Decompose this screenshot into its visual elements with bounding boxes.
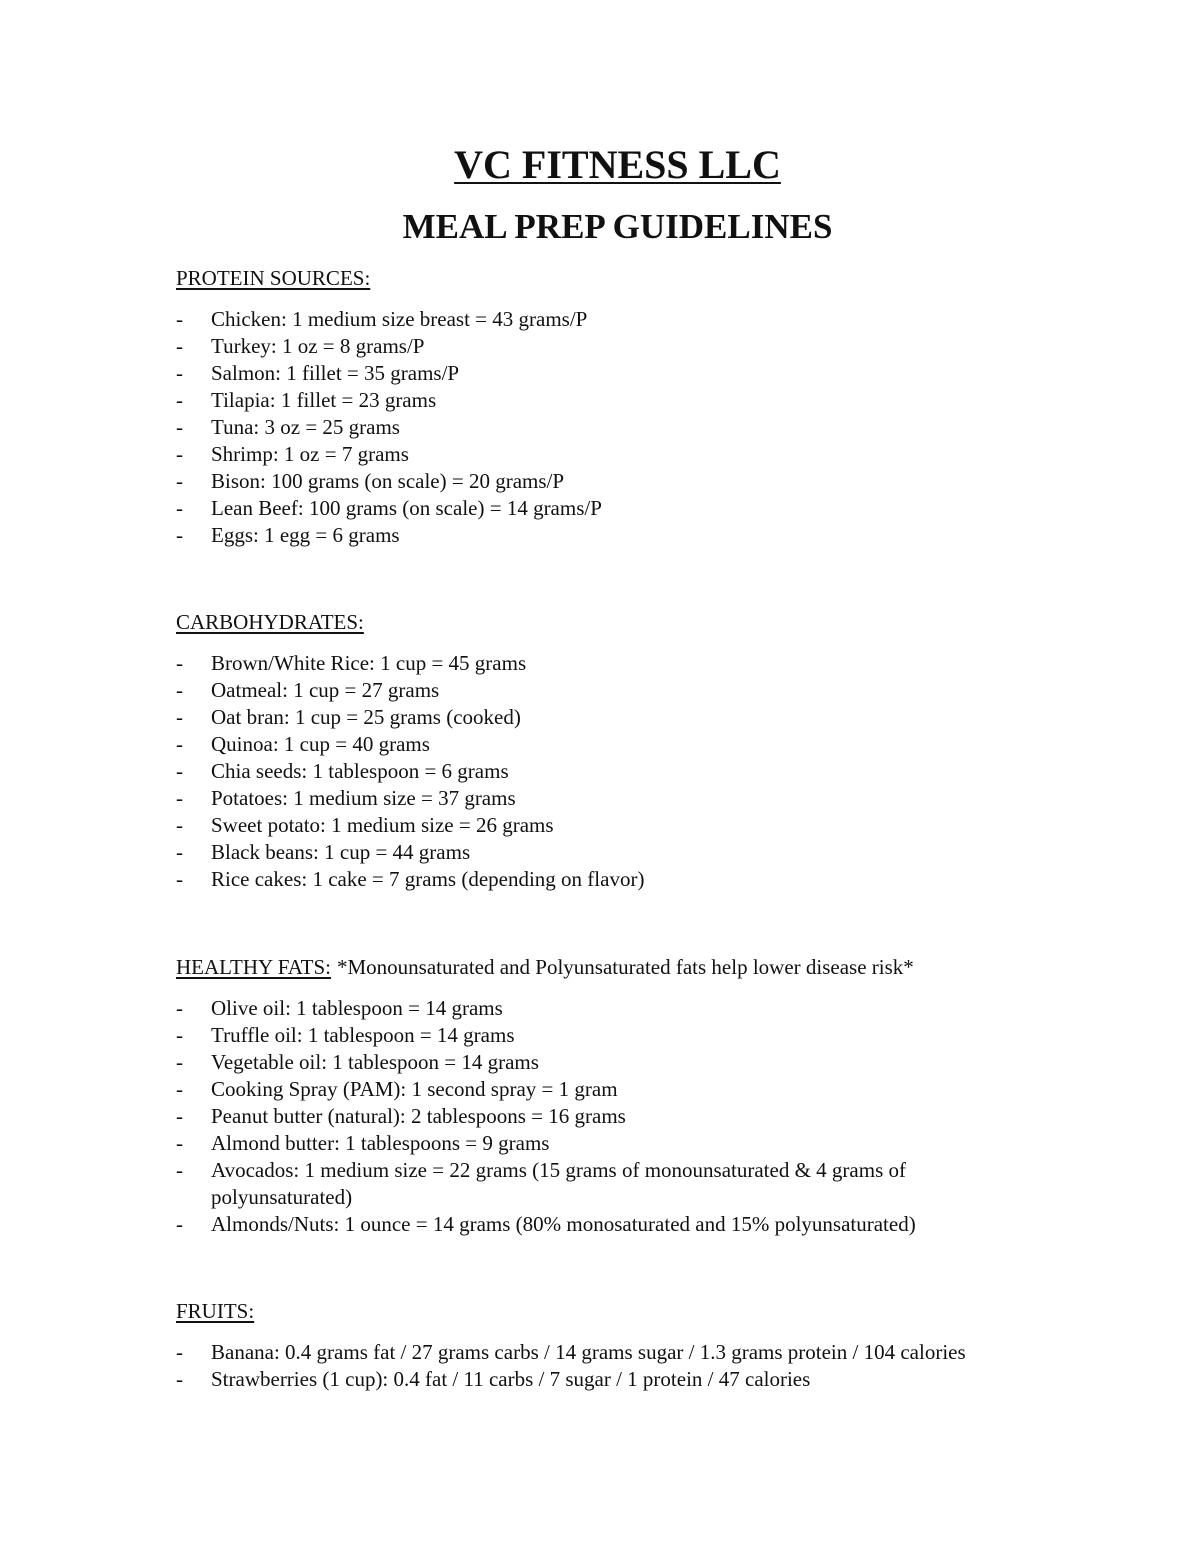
carbohydrate-item: - Chia seeds: 1 tablespoon = 6 grams xyxy=(176,758,1096,785)
carbohydrate-item: - Brown/White Rice: 1 cup = 45 grams xyxy=(176,650,1096,677)
fat-item: - Almond butter: 1 tablespoons = 9 grams xyxy=(176,1130,1096,1157)
protein-section xyxy=(176,265,1096,549)
protein-item: - Turkey: 1 oz = 8 grams/P xyxy=(176,333,1096,360)
carbohydrates-section xyxy=(176,609,1096,893)
fruits-list xyxy=(176,1339,1096,1393)
fruit-item: - Banana: 0.4 grams fat / 27 grams carbs / 14 grams sugar / 1.3 grams protein / 104 calories xyxy=(176,1339,1096,1366)
fat-item: - Olive oil: 1 tablespoon = 14 grams xyxy=(176,995,1096,1022)
protein-item: - Salmon: 1 fillet = 35 grams/P xyxy=(176,360,1096,387)
protein-list xyxy=(176,306,1096,549)
carbohydrate-item: - Oatmeal: 1 cup = 27 grams xyxy=(176,677,1096,704)
healthy-fats-heading-label: HEALTHY FATS: xyxy=(176,955,331,979)
carbohydrates-list xyxy=(176,650,1096,893)
fruit-item: - Strawberries (1 cup): 0.4 fat / 11 carbs / 7 sugar / 1 protein / 47 calories xyxy=(176,1366,1096,1393)
protein-heading-label: PROTEIN SOURCES: xyxy=(176,266,371,290)
carbohydrate-item: - Black beans: 1 cup = 44 grams xyxy=(176,839,1096,866)
protein-item: - Lean Beef: 100 grams (on scale) = 14 grams/P xyxy=(176,495,1096,522)
fat-item: - Avocados: 1 medium size = 22 grams (15 grams of monounsaturated & 4 grams of polyunsaturated) xyxy=(176,1157,1001,1211)
fruits-heading-label: FRUITS: xyxy=(176,1299,255,1323)
carbohydrates-heading xyxy=(176,609,1096,636)
healthy-fats-note: *Monounsaturated and Polyunsaturated fats help lower disease risk* xyxy=(337,955,914,979)
carbohydrate-item: - Quinoa: 1 cup = 40 grams xyxy=(176,731,1096,758)
protein-item: - Tuna: 3 oz = 25 grams xyxy=(176,414,1096,441)
protein-item: - Bison: 100 grams (on scale) = 20 grams/P xyxy=(176,468,1096,495)
fat-item: - Truffle oil: 1 tablespoon = 14 grams xyxy=(176,1022,1096,1049)
fat-item: - Peanut butter (natural): 2 tablespoons = 16 grams xyxy=(176,1103,1096,1130)
fat-item: - Cooking Spray (PAM): 1 second spray = 1 gram xyxy=(176,1076,1096,1103)
healthy-fats-heading xyxy=(176,954,1096,981)
fat-item: - Vegetable oil: 1 tablespoon = 14 grams xyxy=(176,1049,1096,1076)
carbohydrate-item: - Sweet potato: 1 medium size = 26 grams xyxy=(176,812,1096,839)
carbohydrate-item: - Oat bran: 1 cup = 25 grams (cooked) xyxy=(176,704,1096,731)
protein-item: - Tilapia: 1 fillet = 23 grams xyxy=(176,387,1096,414)
healthy-fats-list xyxy=(176,995,1096,1238)
healthy-fats-section xyxy=(176,954,1096,1238)
carbohydrate-item: - Potatoes: 1 medium size = 37 grams xyxy=(176,785,1096,812)
protein-heading xyxy=(176,265,1096,292)
protein-item: - Chicken: 1 medium size breast = 43 grams/P xyxy=(176,306,1096,333)
fruits-section xyxy=(176,1298,1096,1393)
document-subtitle: MEAL PREP GUIDELINES xyxy=(402,207,833,246)
fruits-heading xyxy=(176,1298,1096,1325)
document-title: VC FITNESS LLC xyxy=(454,142,781,187)
carbohydrate-item: - Rice cakes: 1 cake = 7 grams (depending on flavor) xyxy=(176,866,1096,893)
carbohydrates-heading-label: CARBOHYDRATES: xyxy=(176,610,364,634)
protein-item: - Eggs: 1 egg = 6 grams xyxy=(176,522,1096,549)
protein-item: - Shrimp: 1 oz = 7 grams xyxy=(176,441,1096,468)
fat-item: - Almonds/Nuts: 1 ounce = 14 grams (80% monosaturated and 15% polyunsaturated) xyxy=(176,1211,1096,1238)
